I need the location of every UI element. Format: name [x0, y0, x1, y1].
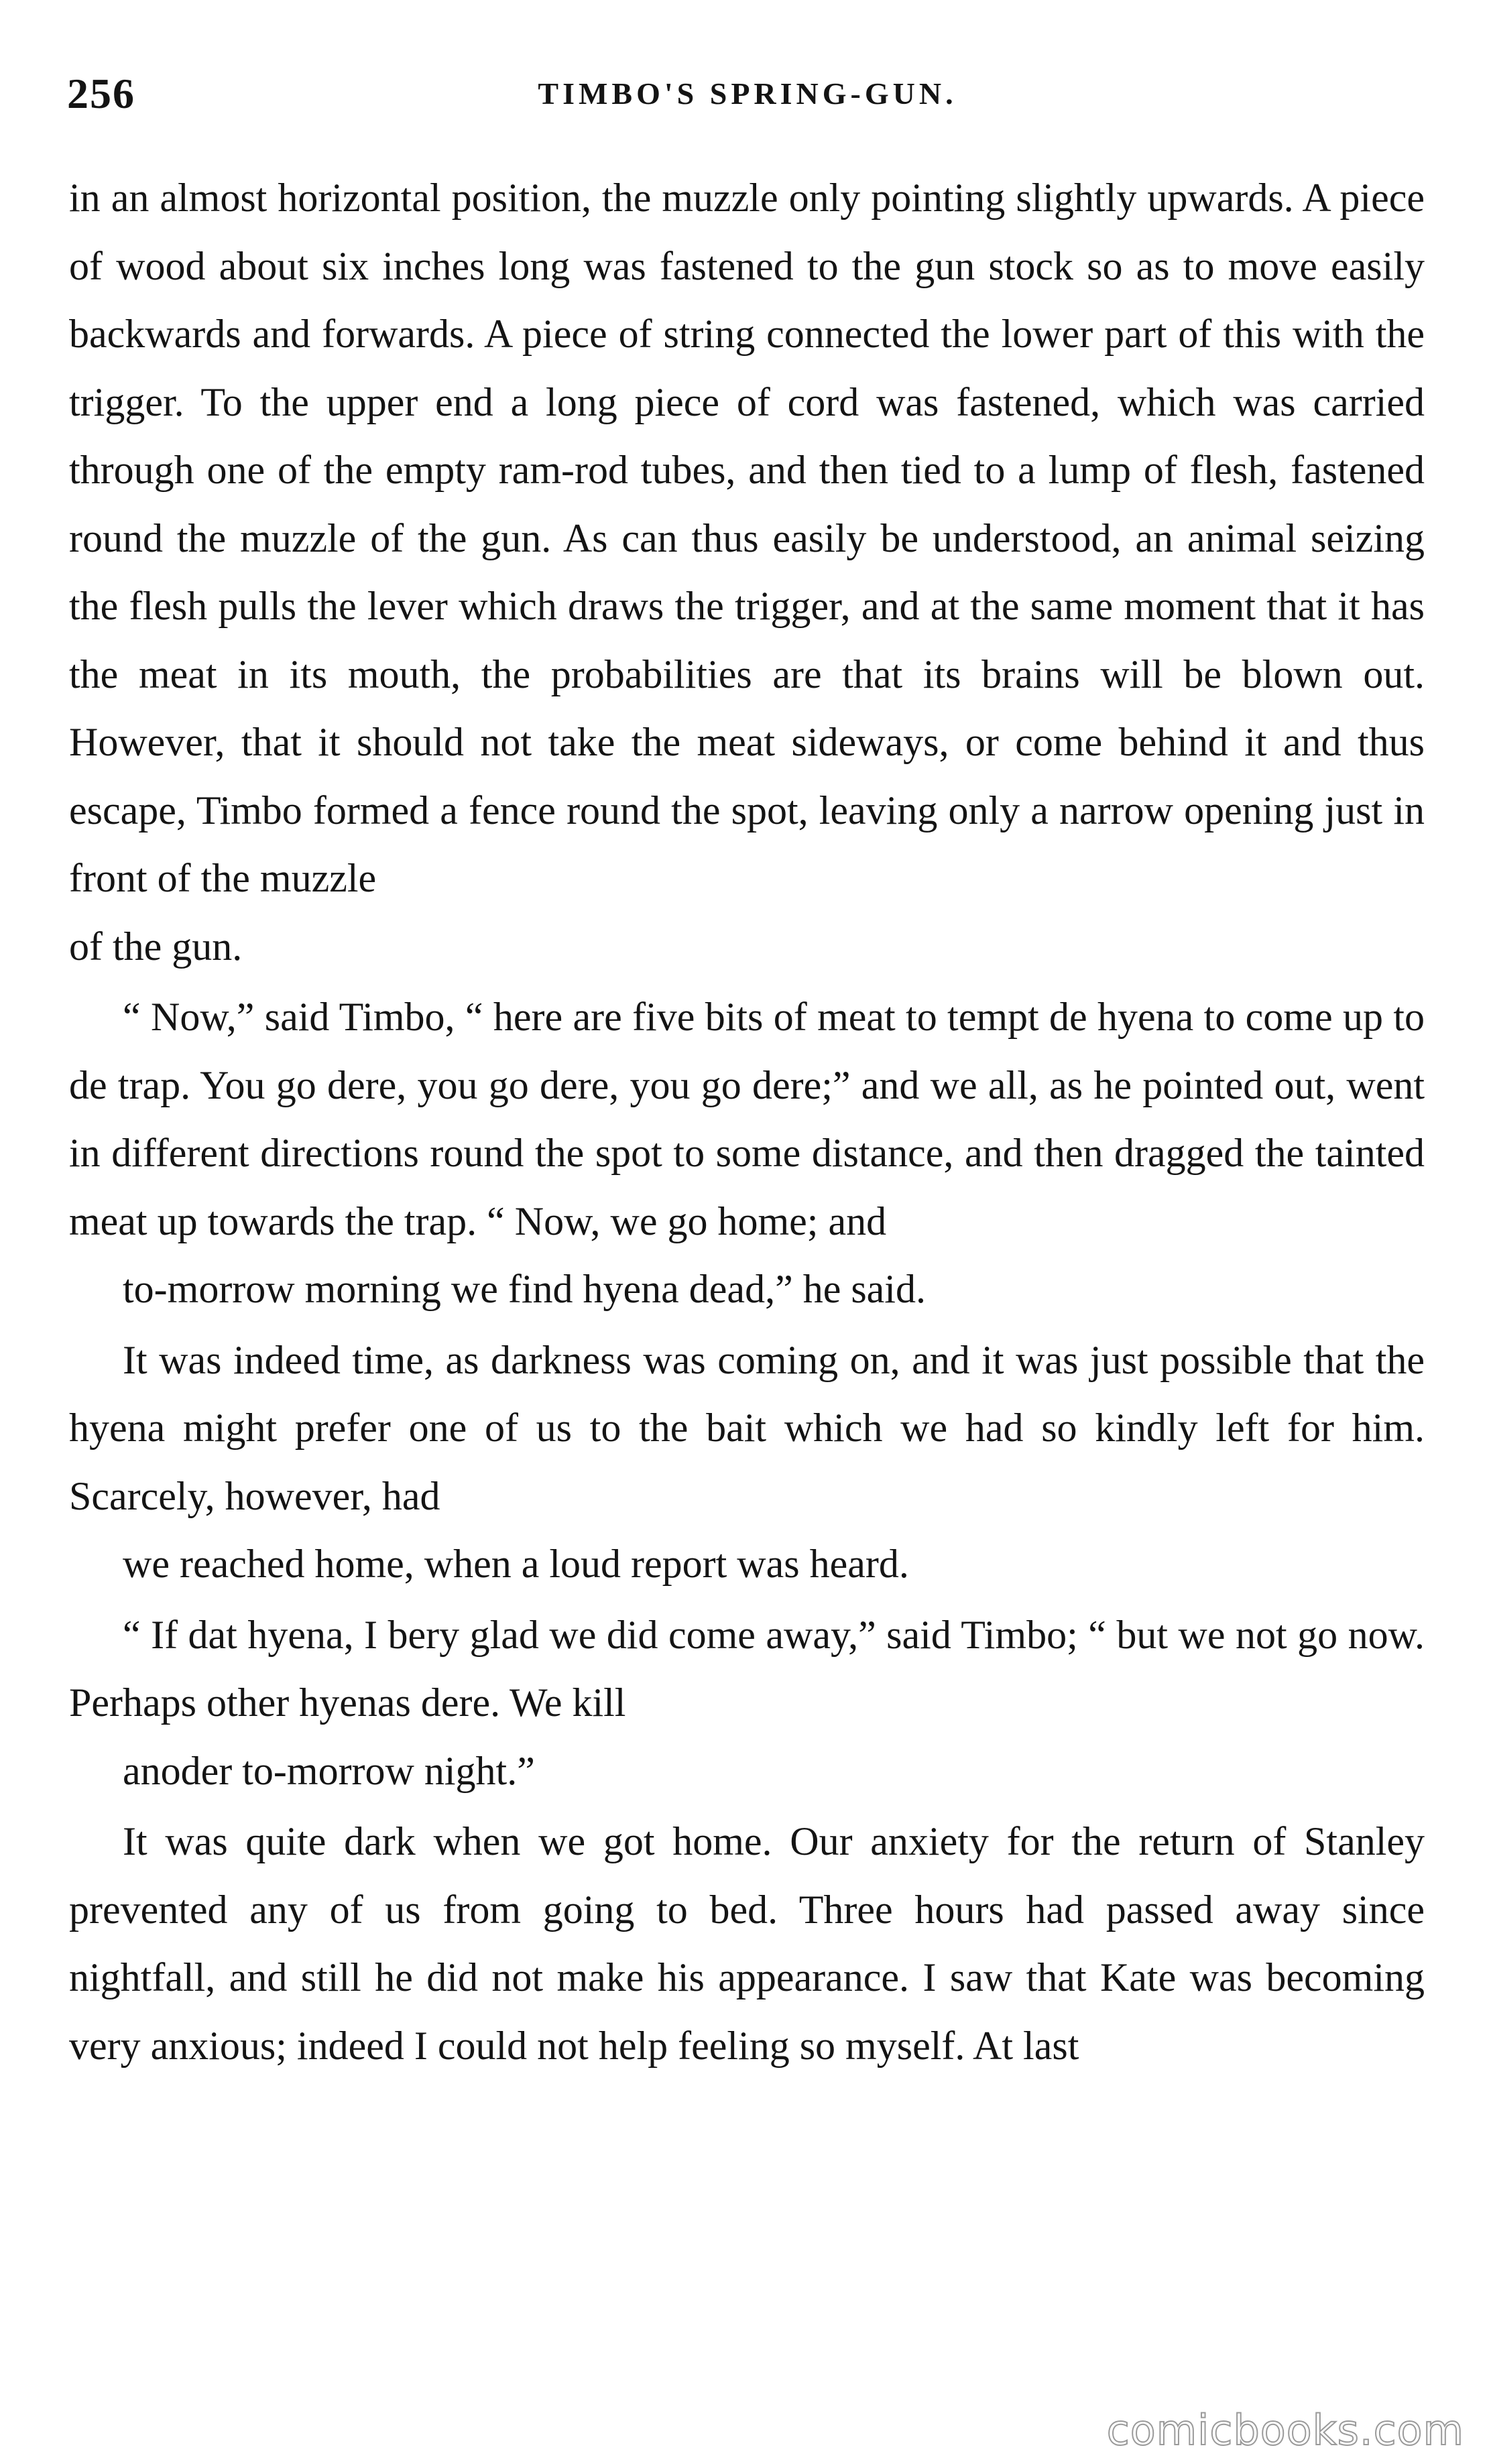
- paragraph: [69, 1808, 1425, 2080]
- page-header: [67, 64, 1428, 124]
- paragraph-text: It was quite dark when we got home. Our anxiety for the return of Stanley prevented any of us from going to bed. Three hours had passed away since nightfall, and still he did not make his appearance. I saw that Kate was becoming very anxious; indeed I could not help feeling so myself. At last: [69, 1819, 1425, 2068]
- page-number: 256: [67, 70, 135, 117]
- watermark: comicbooks.com: [1106, 2406, 1464, 2455]
- running-title: TIMBO'S SPRING-GUN.: [538, 76, 957, 111]
- paragraph-text: in an almost horizontal position, the muzzle only pointing slightly upwards. A piece of wood about six inches long was fastened to the gun stock so as to move easily backwards and forwards. A piece of string connected the lower part of this with the trigger. To the upper end a long piece of cord was fastened, which was carried through one of the empty ram-rod tubes, and then tied to a lump of flesh, fastened round the muzzle of the gun. As can thus easily be understood, an animal seizing the flesh pulls the lever which draws the trigger, and at the same moment that it has the meat in its mouth, the probabilities are that its brains will be blown out. However, that it should not take the meat sideways, or come behind it and thus escape, Timbo formed a fence round the spot, leaving only a narrow opening just in front of the muzzle: [69, 176, 1425, 900]
- paragraph: [69, 1327, 1425, 1599]
- paragraph-text: “ If dat hyena, I bery glad we did come away,” said Timbo; “ but we not go now. Perhaps other hyenas dere. We kill: [69, 1612, 1425, 1725]
- paragraph-text: It was indeed time, as darkness was coming on, and it was just possible that the hyena might prefer one of us to the bait which we had so kindly left for him. Scarcely, however, had: [69, 1337, 1425, 1518]
- paragraph-last-line: to-morrow morning we find hyena dead,” he said.: [123, 1267, 926, 1311]
- paragraph-last-line: we reached home, when a loud report was heard.: [123, 1542, 909, 1586]
- paragraph: [69, 164, 1425, 981]
- paragraph-last-line: of the gun.: [69, 924, 243, 969]
- paragraph: [69, 983, 1425, 1324]
- paragraph-text: “ Now,” said Timbo, “ here are five bits of meat to tempt de hyena to come up to de trap. You go dere, you go dere, you go dere;” and we all, as he pointed out, went in different directions round the spot to some distance, and then dragged the tainted meat up towards the trap. “ Now, we go home; and: [69, 995, 1425, 1243]
- paragraph-last-line: anoder to-morrow night.”: [123, 1748, 535, 1793]
- paragraph: [69, 1601, 1425, 1806]
- body-text: [69, 164, 1425, 2080]
